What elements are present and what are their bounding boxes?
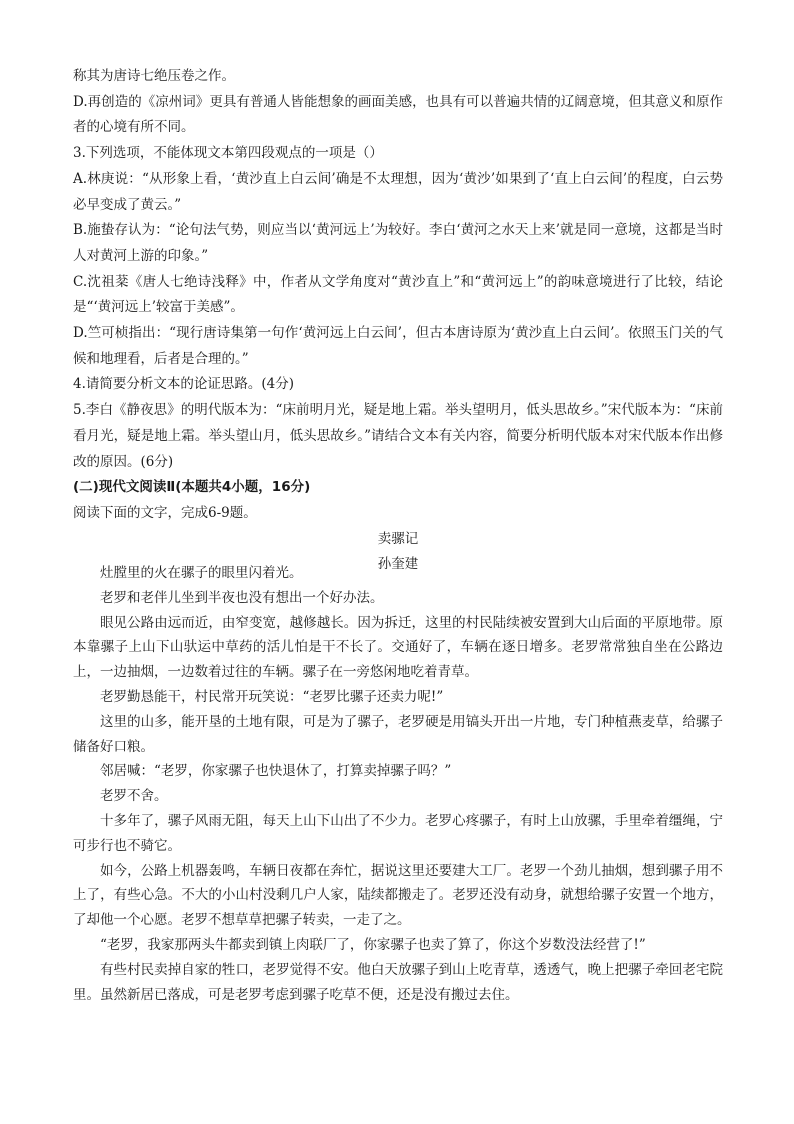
- story-paragraph: 老罗不舍。: [100, 788, 168, 805]
- question-section: [73, 64, 723, 578]
- story-paragraph: 老罗和老伴儿坐到半夜也没有想出一个好办法。: [100, 589, 384, 606]
- question-5: 5.李白《静夜思》的明代版本为：“床前明月光，疑是地上霜。举头望明月，低头思故乡。”宋代版本为：“床前看月光，疑是地上霜。举头望山月，低头思故乡。”请结合文本有关内容，简要分析明代版本对宋代版本作出修改的原因。(6分): [73, 402, 723, 470]
- story-paragraph: 灶膛里的火在骡子的眼里闪着光。: [100, 565, 303, 581]
- question-4: 4.请简要分析文本的论证思路。(4分): [73, 376, 295, 393]
- question-3-option-d: D.竺可桢指出：“现行唐诗集第一句作‘黄河远上白云间’，但古本唐诗原为‘黄沙直上白云间’。依照玉门关的气候和地理看，后者是合理的。”: [73, 325, 723, 367]
- question-3-stem: 3.下列选项，不能体现文本第四段观点的一项是（）: [73, 145, 383, 162]
- story-paragraph: 这里的山多，能开垦的土地有限，可是为了骡子，老罗硬是用镐头开出一片地，专门种植燕麦草，给骡子储备好口粮。: [73, 713, 723, 755]
- question-3-option-a: A.林庚说：“从形象上看，‘黄沙直上白云间’确是不太理想，因为‘黄沙’如果到了‘直上白云间’的程度，白云势必早变成了黄云。”: [73, 170, 723, 213]
- story-paragraph: 眼见公路由远而近，由窄变宽，越修越长。因为拆迁，这里的村民陆续被安置到大山后面的平原地带。原本靠骡子上山下山驮运中草药的活儿怕是干不长了。交通好了，车辆在逐日增多。老罗常常独自坐在公路边上，一边抽烟，一边数着过往的车辆。骡子在一旁悠闲地吃着青草。: [73, 614, 723, 681]
- story-paragraph: 有些村民卖掉自家的牲口，老罗觉得不安。他白天放骡子到山上吃青草，透透气，晚上把骡子牵回老宅院里。虽然新居已落成，可是老罗考虑到骡子吃草不便，还是没有搬过去住。: [73, 961, 723, 1003]
- story-paragraph: 邻居喊：“老罗，你家骡子也快退休了，打算卖掉骡子吗？”: [100, 763, 452, 780]
- reading-instruction: 阅读下面的文字，完成6-9题。: [73, 504, 257, 521]
- question-3-option-b: B.施蛰存认为：“论句法气势，则应当以‘黄河远上’为较好。李白‘黄河之水天上来’就是同一意境，这都是当时人对黄河上游的印象。”: [73, 222, 723, 264]
- story-paragraph: 十多年了，骡子风雨无阻，每天上山下山出了不少力。老罗心疼骡子，有时上山放骡，手里牵着缰绳，宁可步行也不骑它。: [73, 812, 723, 854]
- story-paragraph: 如今，公路上机器轰鸣，车辆日夜都在奔忙，据说这里还要建大工厂。老罗一个劲儿抽烟，想到骡子用不上了，有些心急。不大的小山村没剩几户人家，陆续都搬走了。老罗还没有动身，就想给骡子安置一个地方，了却他一个心愿。老罗不想草草把骡子转卖，一走了之。: [73, 862, 723, 929]
- section-heading: (二)现代文阅读Ⅱ(本题共4小题，16分): [73, 479, 311, 496]
- question-3-option-c: C.沈祖棻《唐人七绝诗浅释》中，作者从文学角度对“黄沙直上”和“黄河远上”的韵味意境进行了比较，结论是“‘黄河远上’较富于美感”。: [73, 273, 723, 316]
- story-paragraph: 老罗勤恳能干，村民常开玩笑说：“老罗比骡子还卖力呢!”: [100, 688, 444, 705]
- story-paragraph: “老罗，我家那两头牛都卖到镇上肉联厂了，你家骡子也卖了算了，你这个岁数没法经营了!”: [100, 936, 646, 953]
- option-d-continued: 称其为唐诗七绝压卷之作。: [73, 68, 235, 84]
- question-2-option-d: D.再创造的《凉州词》更具有普通人皆能想象的画面美感，也具有可以普遍共情的辽阔意境，但其意义和原作者的心境有所不同。: [73, 93, 723, 136]
- story-body: [73, 561, 723, 1007]
- story-author: 孙奎建: [377, 556, 419, 573]
- story-title: 卖骡记: [377, 530, 419, 547]
